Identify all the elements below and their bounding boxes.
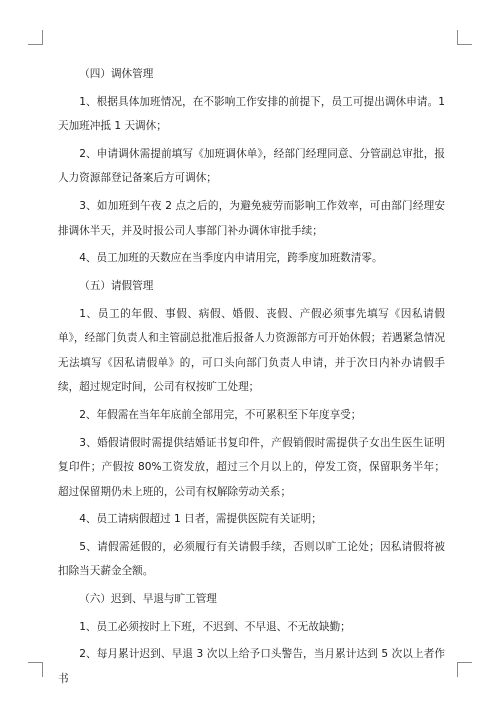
paragraph: 1、员工的年假、事假、病假、婚假、丧假、产假必须事先填写《因私请假单》，经部门负责人和主管副总批准后报备人力资源部方可开始休假；若遇紧急情况无法填写《因私请假单》的，可口头向部门负责人申请，并于次日内补办请假手续，超过规定时间，公司有权按旷工处理； [58, 307, 445, 394]
section-heading-adjust-rest: （四）调休管理 [79, 68, 154, 80]
crop-mark-top-right [457, 30, 472, 45]
crop-mark-bottom-left [28, 662, 43, 677]
paragraph: 1、根据具体加班情况，在不影响工作安排的前提下，员工可提出调休申请。1 天加班冲抵 1 天调休； [58, 95, 445, 133]
paragraph: 2、每月累计迟到、早退 3 次以上给予口头警告，当月累计达到 5 次以上者作书 [58, 648, 445, 685]
section-heading-leave: （五）请假管理 [79, 279, 154, 292]
paragraph: 3、如加班到午夜 2 点之后的，为避免疲劳而影响工作效率，可由部门经理安排调休半天，并及时报公司人事部门补办调休审批手续； [58, 200, 445, 237]
paragraph: 2、年假需在当年年底前全部用完，不可累积至下年度享受； [79, 408, 362, 421]
crop-mark-top-left [28, 30, 43, 45]
document-body [58, 62, 445, 695]
section-heading-attendance: （六）迟到、早退与旷工管理 [79, 593, 217, 606]
paragraph: 5、请假需延假的，必须履行有关请假手续，否则以旷工论处；因私请假将被扣除当天薪金全额。 [58, 540, 445, 578]
paragraph: 3、婚假请假时需提供结婚证书复印件，产假销假时需提供子女出生医生证明复印件；产假按 80%工资发放，超过三个月以上的，停发工资，保留职务半年；超过保留期仍未上班的，公司有权解除劳动关系； [58, 436, 445, 498]
crop-mark-bottom-right [457, 662, 472, 677]
paragraph: 4、员工请病假超过 1 日者，需提供医院有关证明； [79, 513, 322, 526]
paragraph: 2、申请调休需提前填写《加班调休单》，经部门经理同意、分管副总审批，报人力资源部登记备案后方可调休； [58, 147, 445, 185]
paragraph: 4、员工加班的天数应在当季度内申请用完，跨季度加班数清零。 [79, 252, 383, 265]
paragraph: 1、员工必须按时上下班，不迟到、不早退、不无故缺勤； [79, 620, 351, 633]
